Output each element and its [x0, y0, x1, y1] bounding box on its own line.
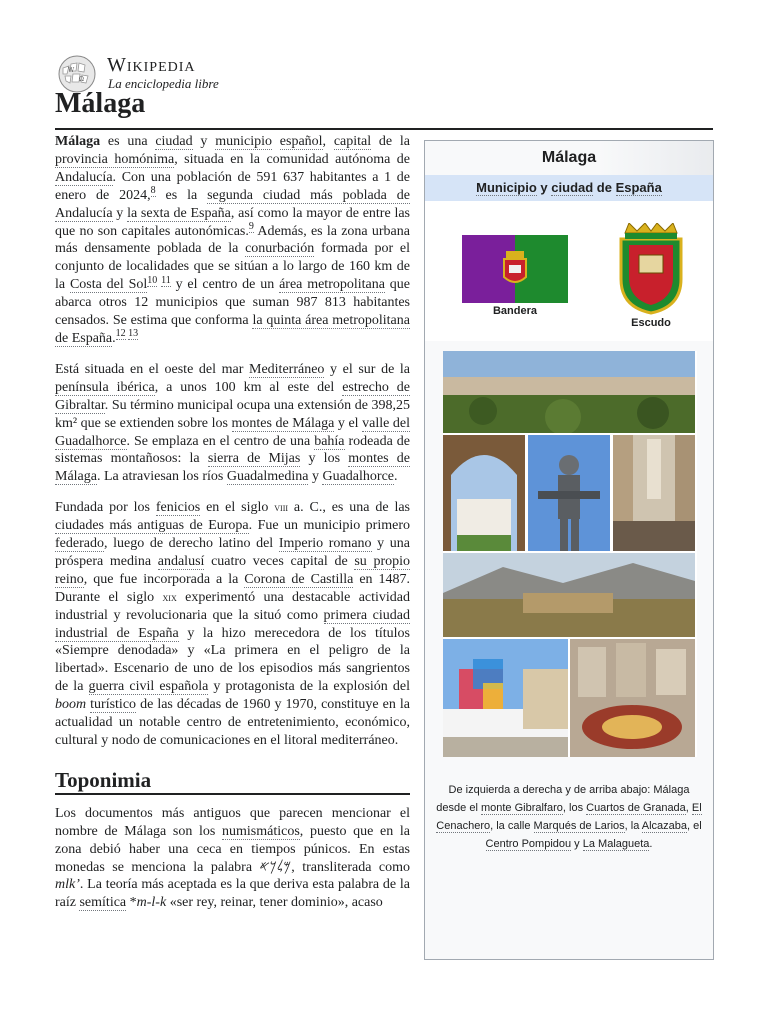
photo-cuartos-de-granada: [443, 435, 525, 551]
text: a. C., es una de las: [288, 500, 410, 516]
link-espana[interactable]: España: [615, 180, 662, 195]
text: .: [112, 330, 116, 346]
link-sexta-espana[interactable]: la sexta de España: [127, 205, 231, 221]
coat-of-arms-image[interactable]: [615, 223, 687, 315]
text: experimentó una destacable actividad industrial y revolucionaria que la situó como: [55, 589, 411, 623]
text: , puesto que en la zona debió haber una ceca en tiempos púnicos. En estas monedas se menciona la palabra: [55, 823, 410, 875]
svg-text:W: W: [68, 67, 75, 74]
link-peninsula-iberica[interactable]: península ibérica: [55, 379, 155, 395]
link-cuartos-de-granada[interactable]: Cuartos de Granada: [586, 802, 686, 814]
citation-9[interactable]: 9: [248, 220, 254, 232]
text: . Fue un municipio primero: [248, 518, 411, 534]
citation-8[interactable]: 8: [150, 185, 156, 197]
text: y la hizo merecedora de los títulos «Siempre denodada» y «La primera en el peligro de la libertad». Escenario de uno de los episodios más sangrientos de la: [55, 625, 410, 695]
link-provincia-homonima[interactable]: provincia homónima: [55, 151, 175, 167]
text: . La atraviesan los ríos: [96, 469, 227, 485]
infobox: [424, 140, 714, 960]
text: Fundada por los: [55, 500, 156, 516]
intro-paragraph-2: [55, 361, 410, 486]
link-ciudad[interactable]: ciudad: [155, 134, 193, 149]
link-ciudad[interactable]: ciudad: [551, 180, 594, 195]
text: , la calle: [490, 820, 534, 832]
link-centro-pompidou[interactable]: Centro Pompidou: [485, 838, 572, 850]
photo-la-malagueta: [570, 639, 695, 757]
punic-script: 𐤌𐤋𐤊𐤀: [259, 859, 292, 875]
link-guadalmedina[interactable]: Guadalmedina: [226, 469, 309, 485]
link-numismaticos[interactable]: numismáticos: [222, 823, 300, 839]
title-divider: [55, 128, 713, 130]
text: es una: [100, 134, 156, 149]
link-semitica[interactable]: semítica: [79, 895, 127, 911]
text: . Su término municipal ocupa una extensión de 398,25 km² que se extienden sobre los: [55, 397, 410, 431]
text: , que fue incorporada a la: [83, 571, 245, 587]
text: , luego de derecho latino del: [103, 536, 279, 552]
link-su-propio-reino[interactable]: su propio reino: [55, 553, 411, 587]
text: y protagonista de la explosión del: [208, 679, 410, 695]
link-bahia[interactable]: bahía: [314, 433, 345, 449]
link-estrecho-gibraltar[interactable]: estrecho de Gibraltar: [55, 379, 410, 413]
flag-image[interactable]: [462, 235, 568, 303]
link-andalucia[interactable]: Andalucía: [55, 169, 113, 185]
text: , la: [624, 820, 642, 832]
toponimia-paragraph-1: [55, 805, 410, 912]
wordmark-subtitle: La enciclopedia libre: [108, 76, 219, 91]
citation-12[interactable]: 12: [115, 328, 126, 340]
citation-11[interactable]: 11: [161, 274, 171, 286]
link-guadalhorce[interactable]: Guadalhorce: [322, 469, 395, 485]
text: , transliterada como: [291, 859, 410, 875]
section-divider: [55, 793, 410, 795]
text: ,: [322, 134, 334, 149]
century-numeral: xix: [162, 589, 177, 604]
link-valle-guadalhorce[interactable]: valle del Guadalhorce: [55, 415, 411, 449]
text: , situada en la comunidad autónoma de: [174, 151, 410, 167]
text: y: [571, 838, 583, 850]
subject-bold: Málaga: [55, 134, 101, 149]
link-espanol[interactable]: español: [279, 134, 323, 149]
intro-paragraph-3: [55, 499, 410, 750]
flag-label: Bandera: [492, 305, 538, 317]
text: en 1487. Durante el siglo: [55, 571, 411, 605]
link-andalusi[interactable]: andalusí: [157, 553, 205, 569]
text: «ser rey, reinar, tener dominio», acaso: [166, 895, 383, 911]
text: , así como la mayor de entre las que no son capitales autonómicas.: [55, 205, 410, 239]
link-capital[interactable]: capital: [333, 134, 372, 149]
montage-caption: [433, 781, 705, 853]
svg-text:Ω: Ω: [79, 76, 84, 83]
text: y: [308, 469, 323, 485]
photo-calle-marques-de-larios: [613, 435, 695, 551]
photo-montage[interactable]: [443, 351, 697, 757]
link-segunda-ciudad[interactable]: segunda ciudad más poblada de Andalucía: [55, 187, 411, 221]
text: y el centro de un: [170, 277, 280, 293]
text: .: [394, 469, 398, 485]
text: *: [126, 895, 137, 911]
text: formada por el conjunto de localidades que se sitúan a lo largo de 160 km de la: [55, 241, 410, 293]
article-body: [55, 133, 410, 925]
text: es la: [155, 187, 208, 203]
link-alcazaba[interactable]: Alcazaba: [641, 820, 688, 832]
text: . Con una población de 591 637 habitantes a 1 de enero de 2024,: [55, 169, 410, 203]
text: cuatro veces capital de: [204, 553, 355, 569]
text-italic: m-l-k: [136, 895, 167, 911]
text: Los documentos más antiguos que parecen mencionar el nombre de Málaga son los: [55, 805, 410, 839]
link-fenicios[interactable]: fenicios: [155, 500, 201, 516]
text: y el sur de la: [324, 361, 411, 377]
infobox-title: Málaga: [425, 141, 713, 175]
photo-el-cenachero: [528, 435, 610, 551]
link-area-metropolitana[interactable]: área metropolitana: [279, 277, 385, 293]
coat-of-arms-label: Escudo: [631, 317, 671, 329]
link-conurbacion[interactable]: conurbación: [245, 241, 315, 257]
link-el-cenachero[interactable]: El Cenachero: [436, 802, 702, 832]
link-marques-de-larios[interactable]: Marqués de Larios: [533, 820, 625, 832]
text: en el siglo: [200, 500, 275, 516]
text: y los: [300, 451, 349, 467]
text: De izquierda a derecha y de arriba abajo: Málaga desde el: [436, 784, 690, 814]
text: y una próspera medina: [55, 536, 411, 569]
link-corona-castilla[interactable]: Corona de Castilla: [244, 571, 354, 587]
wordmark-title: Wikipedia: [107, 54, 196, 76]
link-turistico[interactable]: turístico: [90, 697, 137, 713]
text: . Se emplaza en el centro de una: [126, 433, 315, 449]
link-municipio[interactable]: municipio: [215, 134, 272, 149]
page-title: Málaga: [55, 88, 146, 119]
link-monte-gibralfaro[interactable]: monte Gibralfaro: [480, 802, 563, 814]
link-la-malagueta[interactable]: La Malagueta: [582, 838, 650, 850]
text: y: [112, 205, 128, 221]
link-mediterraneo[interactable]: Mediterráneo: [249, 361, 325, 377]
text: ,: [685, 802, 692, 814]
text: que abarca otros 12 municipios que suman 987 813 habitantes censados. Se estima que conforma: [55, 277, 411, 329]
text: rodeada de sistemas montañosos: la: [55, 433, 410, 467]
link-federado[interactable]: federado: [55, 536, 104, 552]
text: Está situada en el oeste del mar: [55, 361, 249, 377]
text: y: [536, 180, 552, 195]
text: de las décadas de 1960 y 1970, constituye en la actualidad un notable centro de entretenimiento, económico, cultural y nodo de comunicaciones en el litoral mediterráneo.: [55, 697, 410, 748]
text: . La teoría más aceptada es la que deriva esta palabra de la raíz: [55, 877, 410, 911]
photo-centro-pompidou: [443, 639, 568, 757]
link-ciudades-antiguas[interactable]: ciudades más antiguas de Europa: [55, 518, 249, 534]
text-italic: boom: [55, 697, 87, 713]
link-primera-ciudad-industrial[interactable]: primera ciudad industrial de España: [55, 607, 410, 641]
intro-paragraph-1: [55, 133, 410, 348]
text-italic: mlkʼ: [55, 877, 80, 893]
infobox-subtitle: [425, 175, 713, 201]
link-costa-del-sol[interactable]: Costa del Sol: [69, 277, 148, 293]
link-guerra-civil[interactable]: guerra civil española: [88, 679, 209, 695]
text: y: [192, 134, 216, 149]
citation-13[interactable]: 13: [128, 328, 139, 340]
text: .: [649, 838, 653, 850]
text: y el: [334, 415, 363, 431]
text: de la: [371, 134, 411, 149]
link-montes-de-malaga[interactable]: montes de Málaga: [231, 415, 335, 431]
text: Además, es la zona urbana más densamente poblada de la: [55, 223, 410, 257]
photo-gibralfaro-view: [443, 351, 695, 433]
text: , los: [562, 802, 587, 814]
link-sierra-mijas[interactable]: sierra de Mijas: [207, 451, 301, 467]
text: de: [593, 180, 616, 195]
text: , a unos 100 km al este del: [154, 379, 343, 395]
link-municipio[interactable]: Municipio: [476, 180, 537, 195]
link-imperio-romano[interactable]: Imperio romano: [278, 536, 372, 552]
link-montes-de-malaga-2[interactable]: montes de Málaga: [55, 451, 411, 485]
photo-alcazaba: [443, 553, 695, 637]
symbols-row: [425, 201, 713, 341]
text: , el: [687, 820, 702, 832]
link-quinta-area[interactable]: la quinta área metropolitana de España: [55, 313, 410, 346]
century-numeral: viii: [274, 500, 289, 515]
text: [272, 134, 280, 149]
citation-10[interactable]: 10: [147, 274, 158, 286]
section-heading-toponimia: Toponimia: [55, 767, 152, 792]
